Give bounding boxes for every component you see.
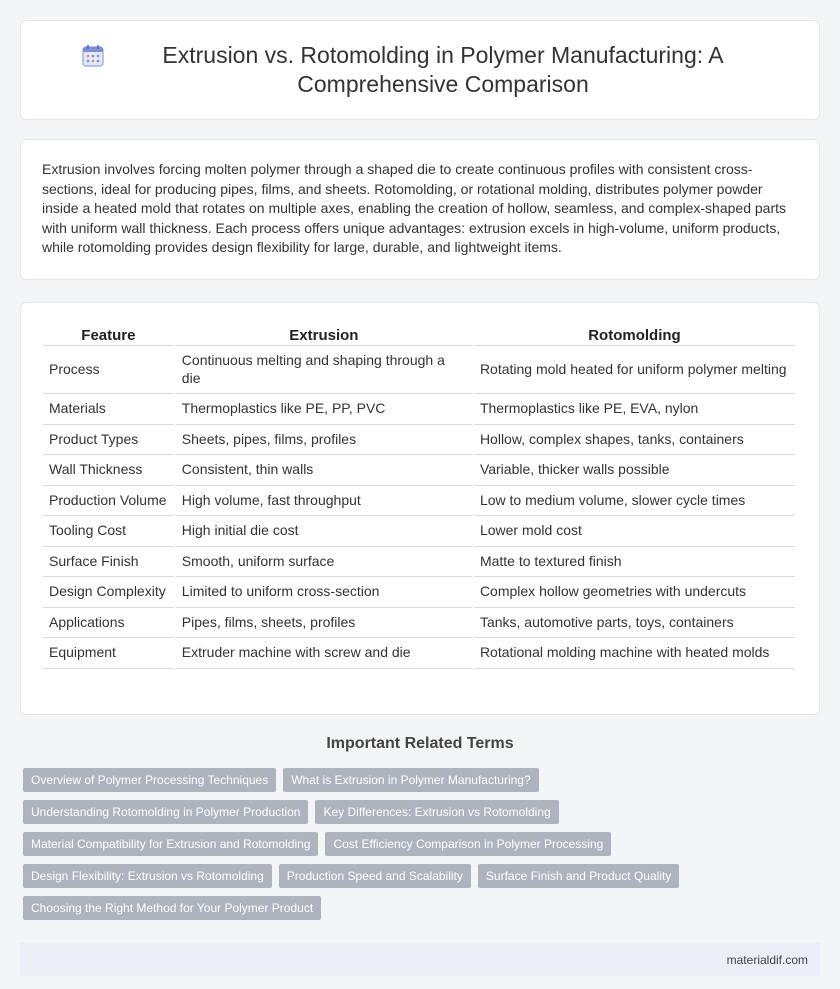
footer-site-name: materialdif.com: [726, 952, 808, 967]
column-header-extrusion: Extrusion: [176, 325, 472, 346]
extrusion-cell: High initial die cost: [176, 516, 472, 547]
rotomolding-cell: Matte to textured finish: [474, 547, 795, 578]
table-row: [43, 516, 795, 547]
rotomolding-cell: Tanks, automotive parts, toys, containers: [474, 608, 795, 639]
extrusion-cell: Continuous melting and shaping through a die: [176, 346, 472, 394]
rotomolding-cell: Low to medium volume, slower cycle times: [474, 486, 795, 517]
comparison-card: [20, 302, 820, 715]
table-row: [43, 425, 795, 456]
table-row: [43, 455, 795, 486]
feature-cell: Applications: [43, 608, 174, 639]
feature-cell: Process: [43, 346, 174, 394]
rotomolding-cell: Variable, thicker walls possible: [474, 455, 795, 486]
related-term-link[interactable]: Cost Efficiency Comparison in Polymer Processing: [325, 832, 611, 856]
related-term-link[interactable]: Key Differences: Extrusion vs Rotomolding: [315, 800, 558, 824]
feature-cell: Materials: [43, 394, 174, 425]
extrusion-cell: Limited to uniform cross-section: [176, 577, 472, 608]
table-row: [43, 577, 795, 608]
feature-cell: Product Types: [43, 425, 174, 456]
rotomolding-cell: Complex hollow geometries with undercuts: [474, 577, 795, 608]
rotomolding-cell: Rotational molding machine with heated molds: [474, 638, 795, 669]
extrusion-cell: High volume, fast throughput: [176, 486, 472, 517]
table-row: [43, 608, 795, 639]
intro-paragraph: Extrusion involves forcing molten polymer through a shaped die to create continuous profiles with consistent cross-sections, ideal for producing pipes, films, and sheets. Rotomolding, or rotational molding, distributes polymer powder inside a heated mold that rotates on multiple axes, enabling the creation of hollow, seamless, and complex-shaped parts with uniform wall thickness. Each process offers unique advantages: extrusion excels in high-volume, uniform products, while rotomolding provides design flexibility for large, durable, and lightweight items.: [42, 161, 786, 256]
related-terms-heading: Important Related Terms: [326, 735, 514, 752]
feature-cell: Wall Thickness: [43, 455, 174, 486]
page-title: Extrusion vs. Rotomolding in Polymer Manufacturing: A Comprehensive Comparison: [162, 42, 724, 97]
rotomolding-cell: Lower mold cost: [474, 516, 795, 547]
table-row: [43, 346, 795, 394]
header: [81, 41, 759, 99]
column-header-rotomolding: Rotomolding: [474, 325, 795, 346]
extrusion-cell: Consistent, thin walls: [176, 455, 472, 486]
extrusion-cell: Sheets, pipes, films, profiles: [176, 425, 472, 456]
header-card: [20, 20, 820, 120]
related-terms-list: [20, 768, 820, 928]
related-term-link[interactable]: Overview of Polymer Processing Techniques: [23, 768, 276, 792]
extrusion-cell: Thermoplastics like PE, PP, PVC: [176, 394, 472, 425]
intro-card: [20, 139, 820, 280]
table-row: [43, 394, 795, 425]
extrusion-cell: Extruder machine with screw and die: [176, 638, 472, 669]
related-term-link[interactable]: Choosing the Right Method for Your Polymer Product: [23, 896, 321, 920]
rotomolding-cell: Thermoplastics like PE, EVA, nylon: [474, 394, 795, 425]
table-row: [43, 486, 795, 517]
related-term-link[interactable]: Production Speed and Scalability: [279, 864, 471, 888]
feature-cell: Design Complexity: [43, 577, 174, 608]
extrusion-cell: Pipes, films, sheets, profiles: [176, 608, 472, 639]
comparison-table: [41, 325, 797, 669]
related-term-link[interactable]: Material Compatibility for Extrusion and Rotomolding: [23, 832, 318, 856]
extrusion-cell: Smooth, uniform surface: [176, 547, 472, 578]
feature-cell: Production Volume: [43, 486, 174, 517]
table-header-row: [43, 325, 795, 346]
related-term-link[interactable]: Understanding Rotomolding in Polymer Production: [23, 800, 308, 824]
column-header-feature: Feature: [43, 325, 174, 346]
footer: [20, 943, 820, 976]
rotomolding-cell: Hollow, complex shapes, tanks, containers: [474, 425, 795, 456]
rotomolding-cell: Rotating mold heated for uniform polymer melting: [474, 346, 795, 394]
table-row: [43, 547, 795, 578]
feature-cell: Tooling Cost: [43, 516, 174, 547]
feature-cell: Surface Finish: [43, 547, 174, 578]
related-term-link[interactable]: What is Extrusion in Polymer Manufacturing?: [283, 768, 538, 792]
table-row: [43, 638, 795, 669]
calendar-icon: [81, 44, 105, 68]
related-term-link[interactable]: Surface Finish and Product Quality: [478, 864, 679, 888]
related-term-link[interactable]: Design Flexibility: Extrusion vs Rotomolding: [23, 864, 272, 888]
feature-cell: Equipment: [43, 638, 174, 669]
